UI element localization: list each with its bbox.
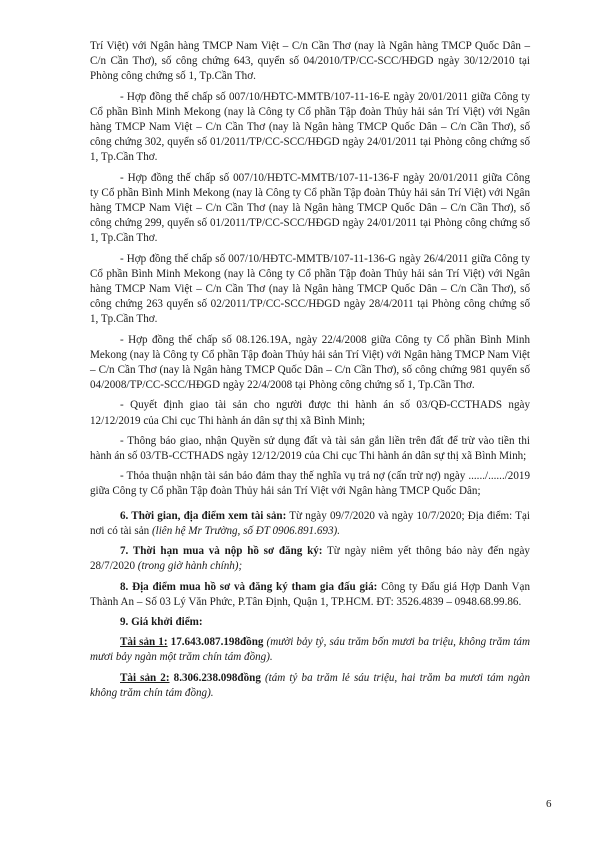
asset-1-words: (mười bảy tỷ, sáu trăm bốn mươi ba triệu, không trăm tám mươi bảy ngàn một trăm chín tám đồng). — [90, 636, 530, 664]
section-9-heading: 9. Giá khởi điểm: — [120, 615, 203, 628]
section-7-registration — [90, 544, 530, 574]
asset-1-label: Tài sản 1: — [120, 636, 168, 649]
document-body — [90, 39, 530, 706]
paragraph-continuation: Trí Việt) với Ngân hàng TMCP Nam Việt – C/n Cần Thơ (nay là Ngân hàng TMCP Quốc Dân – C/n Cần Thơ), số công chứng 643, quyển số 04/2010/TP/CC-SCC/HĐGD ngày 30/12/2010 tại Phòng công chứng số 1, Tp.Cần Thơ. — [90, 40, 530, 83]
section-6-heading: 6. Thời gian, địa điểm xem tài sản: — [120, 509, 287, 522]
paragraph-mortgage-contract-136f: - Hợp đồng thế chấp số 007/10/HĐTC-MMTB/107-11-136-F ngày 20/01/2011 giữa Công ty Cổ phần Bình Minh Mekong (nay là Công ty Cổ phần Tập đoàn Thủy hải sản Trí Việt) với Ngân hàng TMCP Nam Việt – C/n Cần Thơ (nay là Ngân hàng TMCP Quốc Dân – C/n Cần Thơ), số công chứng 299, quyển số 01/2011/TP/CC-SCC/HĐGD ngày 24/01/2011 tại Phòng công chứng số 1, Tp.Cần Thơ. — [90, 171, 530, 245]
paragraph-land-notice: - Thông báo giao, nhận Quyền sử dụng đất và tài sản gắn liền trên đất để trừ vào tiền thi hành án số 03/TB-CCTHADS ngày 12/12/2019 của Chi cục Thi hành án dân sự thị xã Bình Minh; — [90, 434, 530, 463]
paragraph-mortgage-contract-16e: - Hợp đồng thế chấp số 007/10/HĐTC-MMTB/107-11-16-E ngày 20/01/2011 giữa Công ty Cổ phần Bình Minh Mekong (nay là Công ty Cổ phần Tập đoàn Thủy hải sản Trí Việt) với Ngân hàng TMCP Nam Việt – C/n Cần Thơ (nay là Ngân hàng TMCP Quốc Dân – C/n Cần Thơ), số công chứng 302, quyển số 01/2011/TP/CC-SCC/HĐGD ngày 24/01/2011 tại Phòng công chứng số 1, Tp.Cần Thơ. — [90, 90, 530, 164]
section-7-heading: 7. Thời hạn mua và nộp hồ sơ đăng ký: — [120, 545, 323, 558]
asset-1-value: 17.643.087.198đồng — [167, 636, 264, 649]
section-8-text: Công ty Đấu giá Hợp Danh Vạn Thành An – Số 03 Lý Văn Phức, P.Tân Định, Quận 1, TP.HCM. ĐT: 3526.4839 – 0948.68.99.86. — [90, 580, 531, 608]
page-number: 6 — [546, 798, 552, 810]
paragraph-asset-decision: - Quyết định giao tài sản cho người được thi hành án số 03/QĐ-CCTHADS ngày 12/12/2019 của Chi cục Thi hành án dân sự thị xã Bình Minh; — [90, 399, 530, 427]
asset-2-value: 8.306.238.098đồng — [169, 671, 261, 684]
section-6-note: (liên hệ Mr Trường, số ĐT 0906.891.693). — [151, 524, 340, 537]
asset-2-label: Tài sản 2: — [120, 671, 170, 684]
section-7-text: Từ ngày niêm yết thông báo này đến ngày 28/7/2020 — [90, 545, 530, 573]
section-6-text: Từ ngày 09/7/2020 và ngày 10/7/2020; Địa điểm: Tại nơi có tài sản — [90, 509, 530, 537]
paragraph-debt-agreement: - Thỏa thuận nhận tài sản bảo đảm thay thế nghĩa vụ trả nợ (cấn trừ nợ) ngày ....../....../2019 giữa Công ty Cổ phần Tập đoàn Thủy hải sản Trí Việt với Ngân hàng TMCP Quốc Dân; — [90, 470, 530, 498]
section-8-location — [90, 580, 530, 610]
asset-1-price — [90, 635, 530, 665]
section-7-note: (trong giờ hành chính); — [137, 560, 243, 573]
asset-2-price — [90, 671, 530, 701]
asset-2-words: (tám tỷ ba trăm lẻ sáu triệu, hai trăm ba mươi tám ngàn không trăm chín tám đồng). — [90, 671, 530, 699]
section-8-heading: 8. Địa điểm mua hồ sơ và đăng ký tham gia đấu giá: — [120, 580, 378, 593]
paragraph-mortgage-contract-19a: - Hợp đồng thế chấp số 08.126.19A, ngày 22/4/2008 giữa Công ty Cổ phần Bình Minh Mekong (nay là Công ty Cổ phần Tập đoàn Thủy hải sản Trí Việt) với Ngân hàng TMCP Nam Việt – C/n Cần Thơ (nay là Ngân hàng TMCP Quốc Dân – C/n Cần Thơ), số công chứng 981 quyển số 04/2008/TP/CC-SCC/HĐGD ngày 22/4/2008 tại Phòng công chứng số 1, Tp.Cần Thơ. — [90, 333, 530, 392]
paragraph-mortgage-contract-136g: - Hợp đồng thế chấp số 007/10/HĐTC-MMTB/107-11-136-G ngày 26/4/2011 giữa Công ty Cổ phần Bình Minh Mekong (nay là Công ty Cổ phần Tập đoàn Thủy hải sản Trí Việt) với Ngân hàng TMCP Nam Việt – C/n Cần Thơ (nay là Ngân hàng TMCP Quốc Dân – C/n Cần Thơ), số công chứng 263 quyển số 02/2011/TP/CC-SCC/HĐGD ngày 28/4/2011 tại Phòng công chứng số 1, Tp.Cần Thơ. — [90, 252, 530, 326]
section-6-viewing — [90, 509, 530, 539]
